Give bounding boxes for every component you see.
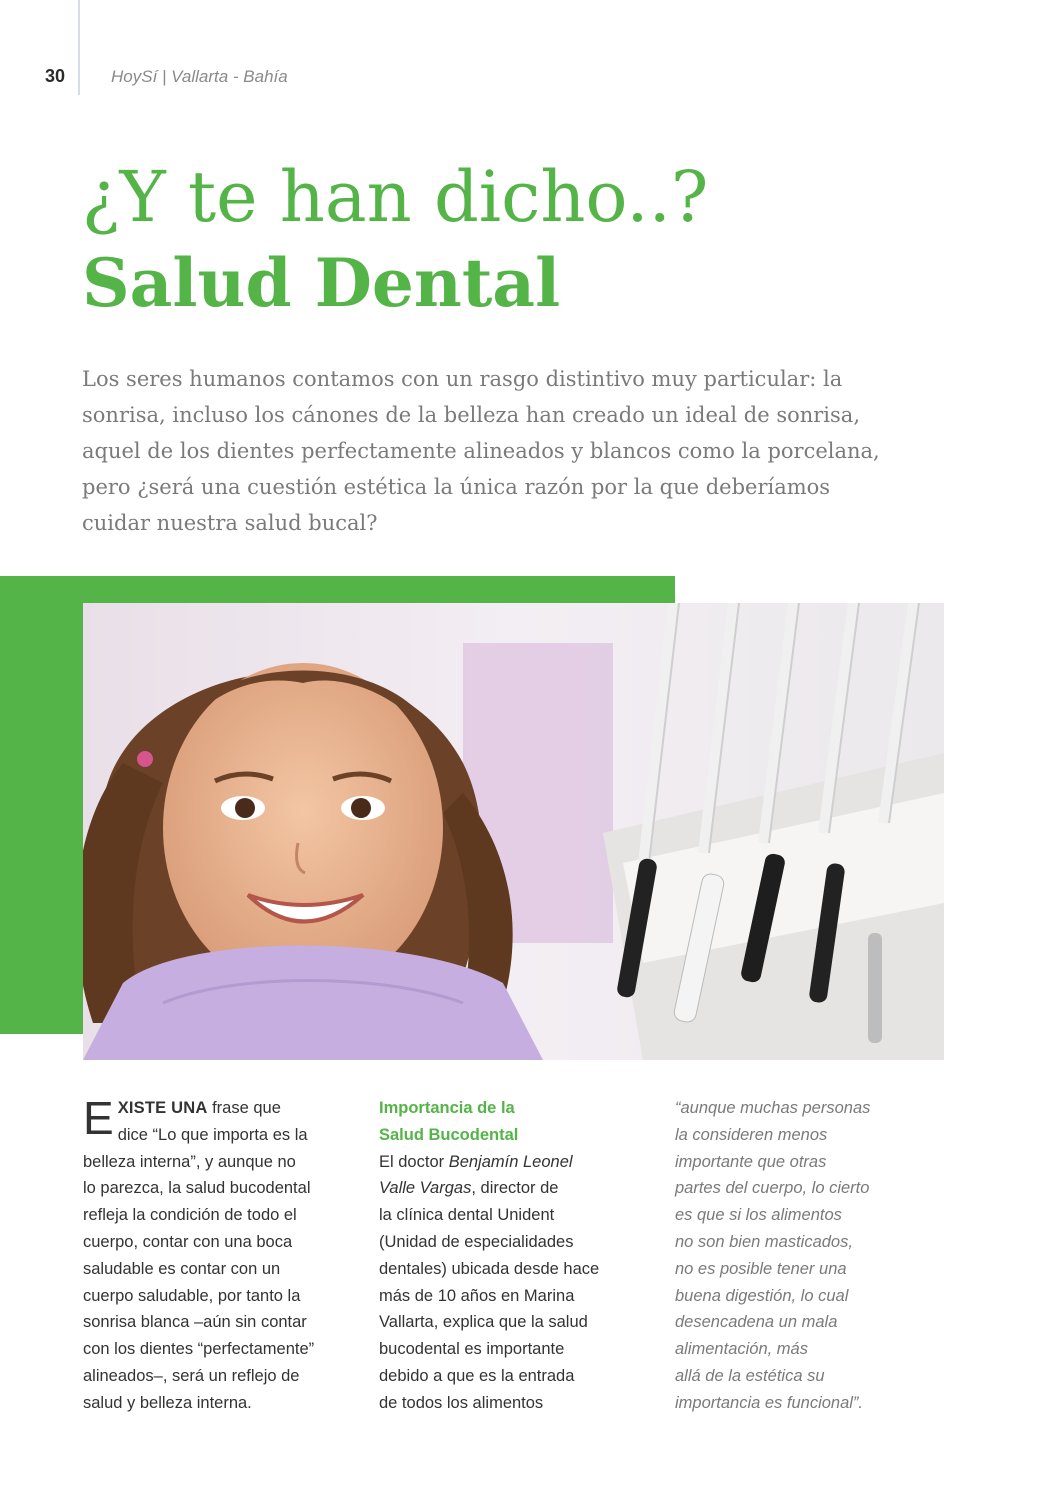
body-text: con los dientes “perfectamente”	[83, 1340, 315, 1359]
clinic-fullname: (Unidad de especialidades	[379, 1232, 574, 1251]
headline-main: Salud Dental	[82, 244, 561, 322]
body-text: saludable es contar con un	[83, 1259, 281, 1278]
header-divider	[78, 0, 80, 95]
intro-line: sonrisa, incluso los cánones de la belleza han creado un ideal de sonrisa,	[82, 403, 860, 427]
intro-paragraph	[82, 361, 932, 541]
body-text: cuerpo, contar con una boca	[83, 1232, 293, 1251]
publication-name: HoySí | Vallarta - Bahía	[111, 67, 288, 86]
intro-line: pero ¿será una cuestión estética la única razón por la que deberíamos	[82, 475, 831, 499]
quote-line: “aunque muchas personas	[675, 1099, 871, 1117]
drop-cap: E	[83, 1092, 114, 1144]
body-text: cuerpo saludable, por tanto la	[83, 1286, 301, 1305]
body-text: de todos los alimentos	[379, 1393, 544, 1412]
body-text: debido a que es la entrada	[379, 1366, 575, 1385]
body-text: Vallarta, explica que la salud	[379, 1313, 588, 1332]
quote-line: la consideren menos	[675, 1125, 828, 1144]
quote-line: desencadena un mala	[675, 1313, 838, 1332]
body-text: alineados–, será un reflejo de	[83, 1366, 300, 1385]
doctor-name: Benjamín Leonel	[448, 1152, 573, 1171]
quote-line: es que si los alimentos	[675, 1206, 842, 1225]
section-subhead: Salud Bucodental	[379, 1125, 519, 1144]
intro-line: aquel de los dientes perfectamente alineados y blancos como la porcelana,	[82, 439, 880, 463]
lead-in-caps: XISTE UNA	[117, 1099, 208, 1117]
quote-line: alimentación, más	[675, 1340, 808, 1359]
body-text: más de 10 años en Marina	[379, 1286, 575, 1305]
body-text: dice “Lo que importa es la	[117, 1125, 308, 1144]
body-text: belleza interna”, y aunque no	[83, 1152, 296, 1171]
body-text: refleja la condición de todo el	[83, 1206, 297, 1225]
quote-line: importante que otras	[675, 1152, 827, 1171]
body-text: bucodental es importante	[379, 1340, 565, 1359]
intro-line: Los seres humanos contamos con un rasgo distintivo muy particular: la	[82, 367, 843, 391]
intro-line: cuidar nuestra salud bucal?	[82, 511, 378, 535]
clinic-name: Unident	[497, 1206, 555, 1225]
body-text: El doctor	[379, 1152, 449, 1171]
body-text: lo parezca, la salud bucodental	[83, 1179, 311, 1198]
body-text: , director de	[471, 1179, 559, 1198]
body-text: frase que	[207, 1099, 281, 1117]
body-column-1	[83, 1092, 333, 1417]
quote-line: partes del cuerpo, lo cierto	[675, 1179, 870, 1198]
quote-line: allá de la estética su	[675, 1366, 825, 1385]
body-text: ubicada desde hace	[446, 1259, 600, 1278]
headline-question: ¿Y te han dicho..?	[82, 156, 709, 238]
quote-line: no son bien masticados,	[675, 1232, 853, 1251]
page-number: 30	[45, 66, 66, 86]
section-subhead: Importancia de la	[379, 1099, 515, 1117]
body-column-2	[379, 1095, 634, 1417]
quote-line: importancia es funcional”.	[675, 1393, 864, 1412]
clinic-fullname: dentales)	[379, 1259, 447, 1278]
quote-line: no es posible tener una	[675, 1259, 847, 1278]
pull-quote	[675, 1095, 925, 1417]
body-text: sonrisa blanca –aún sin contar	[83, 1313, 307, 1332]
hero-photo-girl-dental-chair	[83, 603, 944, 1060]
doctor-name: Valle Vargas	[379, 1179, 472, 1198]
body-text: la clínica dental	[379, 1206, 498, 1225]
quote-line: buena digestión, lo cual	[675, 1286, 849, 1305]
body-text: salud y belleza interna.	[83, 1393, 252, 1412]
